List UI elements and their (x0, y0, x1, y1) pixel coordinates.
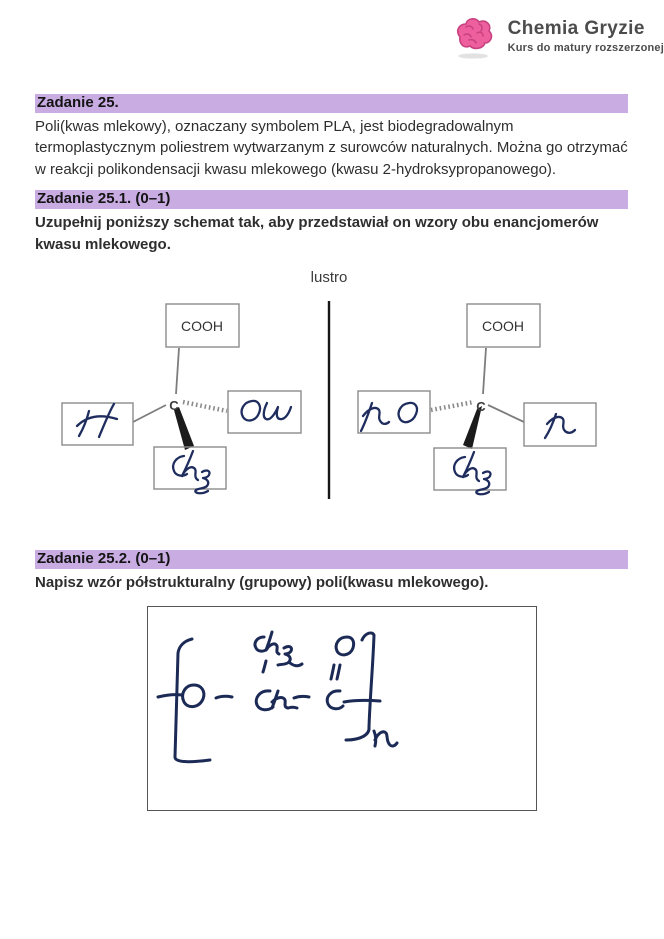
ch-group (256, 691, 297, 710)
brand-title: Chemia Gryzie (507, 17, 645, 39)
double-bond (331, 665, 340, 679)
cooh-label-right: COOH (482, 318, 524, 335)
task-25-heading-bar: Zadanie 25. (35, 94, 628, 113)
subscript-n (374, 731, 397, 746)
bond-ch-ch3 (263, 661, 266, 672)
answer-box (147, 606, 537, 811)
bond-c-cooh-right (483, 348, 486, 394)
cooh-label-left: COOH (181, 318, 223, 335)
h-box-right (524, 403, 596, 446)
task-25-2-instruction: Napisz wzór półstrukturalny (grupowy) poli(kwasu mlekowego). (35, 574, 489, 592)
handwritten-ho-right (361, 403, 417, 431)
carbonyl-carbon (327, 691, 343, 709)
bond-ch-c (294, 697, 309, 699)
bond-c-h-right (488, 405, 524, 422)
bond-c-bracket (344, 701, 380, 703)
right-bracket (346, 633, 374, 740)
hashed-bond-c-ho-right (431, 402, 474, 410)
brand-logo (450, 12, 664, 60)
brand-text (508, 19, 664, 54)
mirror-label: lustro (310, 269, 348, 287)
task-25-2-heading-bar: Zadanie 25.2. (0–1) (35, 550, 628, 569)
handwritten-h-left (77, 404, 117, 437)
task-25-1-instruction: Uzupełnij poniższy schemat tak, aby przedstawiał on wzory obu enancjomerów kwasu mlekowego. (35, 214, 599, 253)
bond-o-ch (216, 697, 232, 699)
handwritten-oh-left (242, 401, 291, 421)
handwritten-ch3-left (173, 451, 209, 493)
handwritten-h-right (545, 414, 575, 438)
hashed-bond-c-oh-left (183, 402, 227, 411)
handwritten-ch3-right (454, 452, 490, 494)
h-box-left (62, 403, 133, 445)
document-body (0, 94, 664, 811)
central-carbon-left: C (169, 398, 179, 414)
right-enantiomer-structure (358, 304, 596, 494)
brand-tagline: Kurs do matury rozszerzonej (507, 41, 664, 54)
oxygen-atom (183, 685, 204, 707)
carbonyl-oxygen (336, 637, 354, 655)
enantiomer-scheme (35, 269, 628, 507)
left-enantiomer-structure (62, 304, 301, 493)
bond-c-h-left (133, 405, 166, 422)
brain-icon (450, 12, 496, 60)
page-header (0, 0, 664, 94)
bond-c-cooh-left (176, 348, 179, 394)
task-25-1-heading-bar: Zadanie 25.1. (0–1) (35, 190, 628, 209)
ch3-substituent (255, 632, 302, 666)
central-carbon-right: C (476, 399, 486, 415)
enantiomer-scheme-drawing (35, 295, 629, 507)
wedge-bond-c-ch3-left (174, 407, 194, 450)
task-25-body-text: Poli(kwas mlekowy), oznaczany symbolem PLA, jest biodegradowalnym termoplastycznym poliestrem wytwarzanym z surowców naturalnych. Można go otrzymać w reakcji polikondensacji kwasu mlekowego (kwasu 2-hydroksypropanowego). (35, 118, 628, 178)
handwritten-polymer-formula (148, 607, 535, 809)
